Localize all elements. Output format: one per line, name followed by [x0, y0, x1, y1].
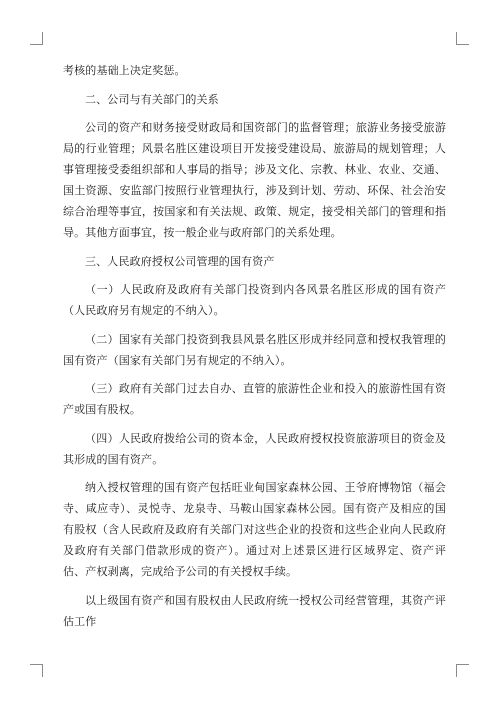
crop-mark-bottom-right [456, 664, 469, 677]
list-item-3: （三）政府有关部门过去自办、直管的旅游性企业和投入的旅游性国有资产或国有股权。 [63, 382, 446, 416]
paragraph-authorization: 以上级国有资产和国有股权由人民政府统一授权公司经营管理，其资产评估工作 [63, 593, 446, 628]
document-body [63, 60, 446, 639]
section-heading-3: 三、人民政府授权公司管理的国有资产 [85, 254, 275, 268]
paragraph-assets-scope: 纳入授权管理的国有资产包括旺业甸国家森林公园、王爷府博物馆（福会寺、咸应寺）、灵悦寺、龙泉寺、马鞍山国家森林公园。国有资产及相应的国有股权（含人民政府及政府有关部门对这些企业的投资和这些企业向人民政府及政府有关部门借款形成的资产）。通过对上述景区进行区域界定、资产评估、产权剥离，完成给予公司的有关授权手续。 [63, 481, 446, 578]
crop-mark-top-left [30, 32, 43, 45]
crop-mark-bottom-left [30, 664, 43, 677]
paragraph-continuation: 考核的基础上决定奖惩。 [63, 64, 186, 77]
section-heading-2: 二、公司与有关部门的关系 [85, 92, 219, 106]
list-item-1: （一）人民政府及政府有关部门投资到内各风景名胜区形成的国有资产（人民政府另有规定的不纳入）。 [63, 283, 446, 317]
paragraph-relations: 公司的资产和财务接受财政局和国资部门的监督管理；旅游业务接受旅游局的行业管理；风景名胜区建设项目开发接受建设局、旅游局的规划管理；人事管理接受委组织部和人事局的指导；涉及文化、宗教、林业、农业、交通、国土资源、安监部门按照行业管理执行，涉及到计划、劳动、环保、社会治安综合治理等事宜，按国家和有关法规、政策、规定，接受相关部门的管理和指导。其他方面事宜，按一般企业与政府部门的关系处理。 [63, 121, 446, 239]
list-item-4: （四）人民政府拨给公司的资本金，人民政府授权投资旅游项目的资金及其形成的国有资产。 [63, 431, 446, 466]
crop-mark-top-right [456, 32, 469, 45]
list-item-2: （二）国家有关部门投资到我县风景名胜区形成并经同意和授权我管理的国有资产（国家有关部门另有规定的不纳入）。 [63, 332, 446, 367]
